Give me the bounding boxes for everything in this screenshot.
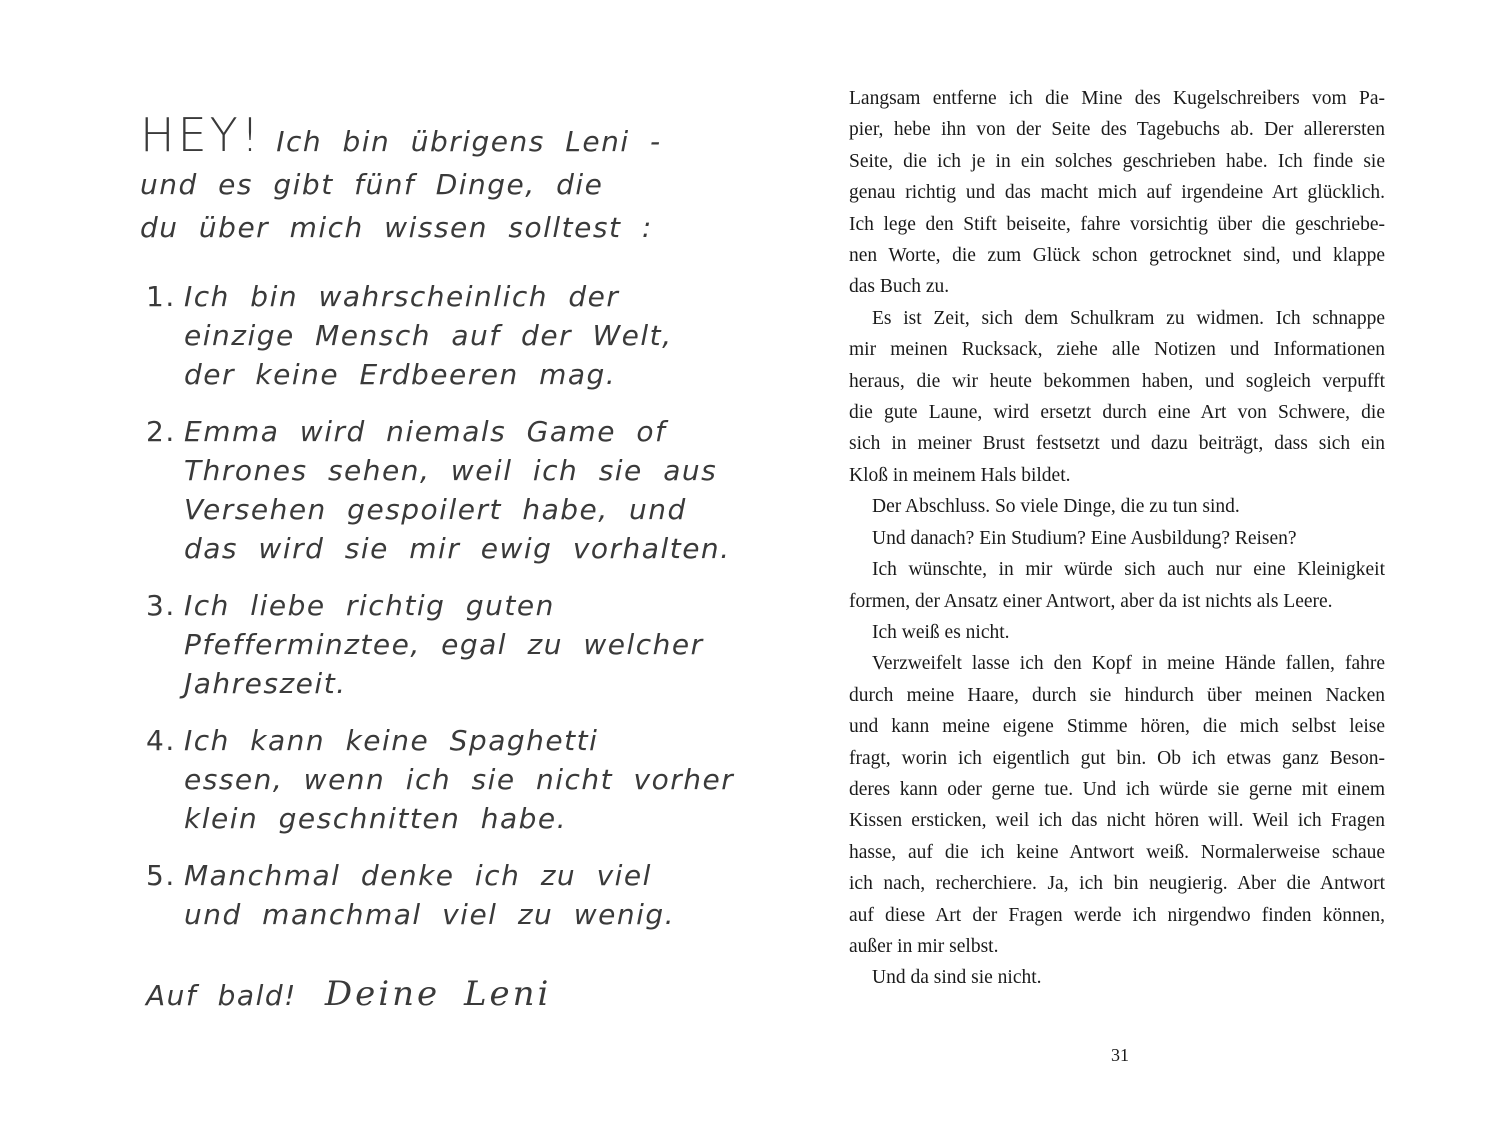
list-item-line bbox=[140, 721, 700, 760]
intro-line-1 bbox=[140, 108, 700, 163]
list-item-text: Ich bin wahrscheinlich der bbox=[184, 280, 620, 313]
list-item-line bbox=[140, 895, 700, 934]
list-item-line bbox=[140, 277, 700, 316]
list-item bbox=[140, 586, 704, 703]
text-line: durch meine Haare, durch sie hindurch über meinen Nacken bbox=[849, 684, 1385, 706]
list-item-line bbox=[140, 412, 700, 451]
list-item-text: Manchmal denke ich zu viel bbox=[184, 859, 652, 892]
text-line: nen Worte, die zum Glück schon getrocknet sind, und klappe bbox=[849, 245, 1385, 267]
list-item-line bbox=[140, 760, 735, 799]
list-item-text: Emma wird niemals Game of bbox=[184, 415, 667, 448]
right-page-text bbox=[750, 0, 1500, 1140]
list-item-text: Ich liebe richtig guten bbox=[184, 589, 555, 622]
list-item-text: Ich kann keine Spaghetti bbox=[184, 724, 599, 757]
text-line: außer in mir selbst. bbox=[849, 935, 999, 957]
text-line: Ich weiß es nicht. bbox=[872, 621, 1010, 643]
text-line: Kloß in meinem Hals bildet. bbox=[849, 464, 1071, 486]
text-line: pier, hebe ihn von der Seite des Tagebuchs ab. Der allerersten bbox=[849, 119, 1385, 141]
body-text bbox=[849, 83, 1385, 994]
list-items bbox=[140, 277, 735, 934]
list-item bbox=[140, 412, 731, 568]
intro-line-3: du über mich wissen solltest : bbox=[140, 211, 653, 244]
text-line: formen, der Ansatz einer Antwort, aber da ist nichts als Leere. bbox=[849, 590, 1333, 612]
list-item-text: Pfefferminztee, egal zu welcher bbox=[184, 628, 704, 661]
list-item-text: und manchmal viel zu wenig. bbox=[184, 898, 676, 931]
text-line: deres kann oder gerne tue. Und ich würde sie gerne mit einem bbox=[849, 778, 1385, 800]
greeting: HEY! bbox=[140, 108, 263, 162]
text-line: und kann meine eigene Stimme hören, die mich selbst leise bbox=[849, 716, 1385, 738]
text-line: auf diese Art der Fragen werde ich nirgendwo finden können, bbox=[849, 904, 1385, 926]
text-line: Verzweifelt lasse ich den Kopf in meine Hände fallen, fahre bbox=[872, 653, 1385, 675]
text-line: Langsam entferne ich die Mine des Kugelschreibers vom Pa- bbox=[849, 88, 1385, 109]
list-item-line bbox=[140, 451, 718, 490]
list-item-text: essen, wenn ich sie nicht vorher bbox=[184, 763, 735, 796]
text-line: die gute Laune, wird ersetzt durch eine Art von Schwere, die bbox=[849, 402, 1385, 424]
list-item-text: einzige Mensch auf der Welt, bbox=[184, 319, 673, 352]
list-item-line bbox=[140, 664, 700, 703]
list-item-text: Jahreszeit. bbox=[184, 667, 347, 700]
list-item-text: Versehen gespoilert habe, und bbox=[184, 493, 687, 526]
list-item-line bbox=[140, 490, 700, 529]
list-item bbox=[140, 721, 735, 838]
signature: Deine Leni bbox=[324, 974, 552, 1014]
text-line: Ich lege den Stift beiseite, fahre vorsichtig über die geschriebe- bbox=[849, 213, 1385, 235]
list-item-line bbox=[140, 316, 700, 355]
text-line: mir meinen Rucksack, ziehe alle Notizen und Informationen bbox=[849, 339, 1385, 361]
list-item-text: das wird sie mir ewig vorhalten. bbox=[184, 532, 731, 565]
intro-text: Ich bin übrigens Leni - bbox=[276, 125, 662, 158]
text-line: hasse, auf die ich keine Antwort weiß. Normalerweise schaue bbox=[849, 841, 1385, 863]
text-line: Kissen ersticken, weil ich das nicht hören will. Weil ich Fragen bbox=[849, 810, 1385, 832]
text-line: Seite, die ich je in ein solches geschrieben habe. Ich finde sie bbox=[849, 150, 1385, 172]
list-item-number: 5. bbox=[146, 859, 176, 892]
list-item-line bbox=[140, 355, 700, 394]
text-line: Und danach? Ein Studium? Eine Ausbildung? Reisen? bbox=[872, 527, 1297, 549]
list-item-number: 4. bbox=[146, 724, 176, 757]
text-line: ich nach, recherchiere. Ja, ich bin neugierig. Aber die Antwort bbox=[849, 873, 1385, 895]
list-item-line bbox=[140, 799, 700, 838]
list-item bbox=[140, 277, 700, 394]
list-item-text: der keine Erdbeeren mag. bbox=[184, 358, 617, 391]
intro-line-2: und es gibt fünf Dinge, die bbox=[140, 168, 604, 201]
list-item-line bbox=[140, 856, 700, 895]
signoff: Auf bald! bbox=[146, 979, 297, 1012]
list-item-text: Thrones sehen, weil ich sie aus bbox=[184, 454, 718, 487]
list-item-line bbox=[140, 529, 731, 568]
list-item-text: klein geschnitten habe. bbox=[184, 802, 568, 835]
text-line: heraus, die wir heute bekommen haben, und sogleich verpufft bbox=[849, 370, 1385, 392]
page-number: 31 bbox=[1111, 1045, 1129, 1065]
handwritten-note bbox=[140, 108, 735, 1024]
text-line: Und da sind sie nicht. bbox=[872, 967, 1042, 989]
list-item bbox=[140, 856, 700, 934]
list-item-number: 1. bbox=[146, 280, 176, 313]
list-item-line bbox=[140, 625, 704, 664]
text-line: Der Abschluss. So viele Dinge, die zu tun sind. bbox=[872, 496, 1240, 518]
text-line: genau richtig und das macht mich auf irgendeine Art glücklich. bbox=[849, 182, 1385, 204]
text-line: fragt, worin ich eigentlich gut bin. Ob ich etwas ganz Beson- bbox=[849, 747, 1385, 769]
text-line: das Buch zu. bbox=[849, 276, 950, 298]
text-line: sich in meiner Brust festsetzt und dazu beiträgt, dass sich ein bbox=[849, 433, 1385, 455]
list-item-number: 3. bbox=[146, 589, 176, 622]
signoff-line bbox=[140, 964, 700, 1024]
list-item-line bbox=[140, 586, 700, 625]
text-line: Ich wünschte, in mir würde sich auch nur eine Kleinigkeit bbox=[872, 559, 1385, 581]
text-line: Es ist Zeit, sich dem Schulkram zu widmen. Ich schnappe bbox=[872, 307, 1385, 329]
list-item-number: 2. bbox=[146, 415, 176, 448]
